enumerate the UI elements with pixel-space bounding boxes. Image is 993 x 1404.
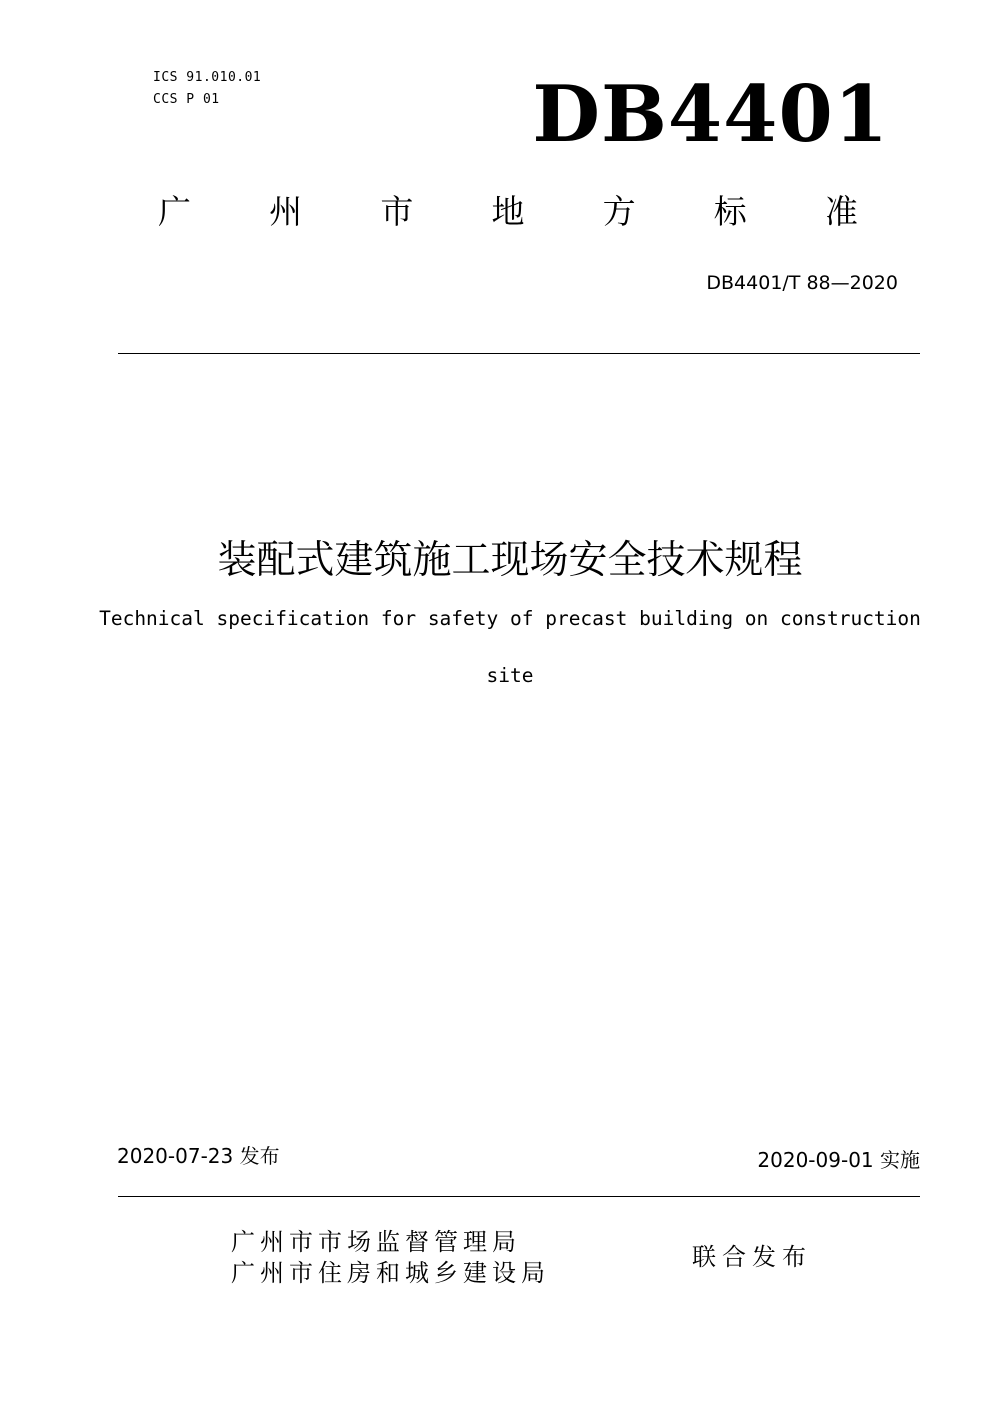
bottom-divider xyxy=(118,1196,920,1197)
document-title-english-line1: Technical specification for safety of precast building on construction xyxy=(99,607,921,630)
issuing-agency-1: 广州市市场监督管理局 xyxy=(231,1228,521,1256)
ics-code: ICS 91.010.01 xyxy=(153,70,262,85)
top-divider xyxy=(118,353,920,354)
standard-type-char: 准 xyxy=(824,192,858,231)
standard-code: DB4401 xyxy=(532,69,889,160)
document-title-chinese: 装配式建筑施工现场安全技术规程 xyxy=(217,538,803,583)
publish-date: 2020-07-23 发布 xyxy=(117,1144,280,1168)
standard-type-char: 地 xyxy=(491,192,525,231)
implementation-date: 2020-09-01 实施 xyxy=(757,1148,920,1172)
standard-type-char: 方 xyxy=(602,192,636,231)
issuing-agency-2: 广州市住房和城乡建设局 xyxy=(231,1259,550,1287)
standard-number: DB4401/T 88—2020 xyxy=(706,272,898,294)
standard-type-char: 州 xyxy=(269,192,303,231)
standard-type-char: 广 xyxy=(158,192,191,231)
standard-type-char: 市 xyxy=(380,192,414,231)
joint-issue-label: 联合发布 xyxy=(692,1243,812,1271)
standard-type xyxy=(158,190,858,234)
document-title-english-line2: site xyxy=(486,664,534,687)
ccs-code: CCS P 01 xyxy=(153,92,220,107)
standard-type-char: 标 xyxy=(713,192,747,231)
